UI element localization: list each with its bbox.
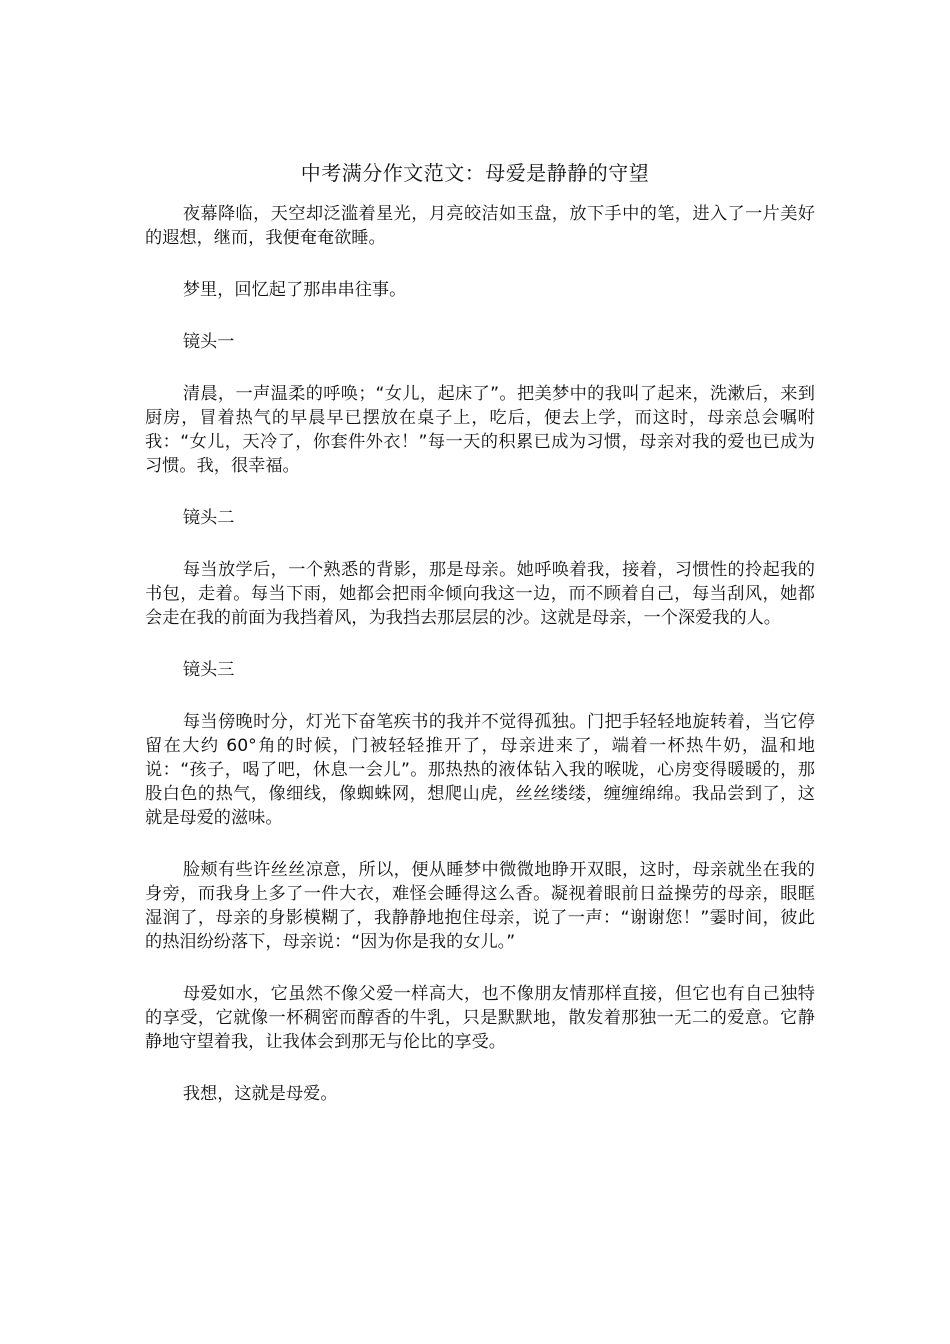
paragraph-awakening: 脸颊有些许丝丝凉意，所以，便从睡梦中微微地睁开双眼，这时，母亲就坐在我的身旁，而我身上多了一件大衣，难怪会睡得这么香。凝视着眼前日益操劳的母亲，眼眶湿润了，母亲的身影模糊了，我静静地抱住母亲，说了一声：“谢谢您！”霎时间，彼此的热泪纷纷落下，母亲说：“因为你是我的女儿。” — [145, 860, 815, 952]
section-heading-scene-2: 镜头二 — [182, 508, 235, 528]
paragraph-conclusion: 我想，这就是母爱。 — [182, 1084, 338, 1104]
paragraph-intro: 夜幕降临，天空却泛滥着星光，月亮皎洁如玉盘，放下手中的笔，进入了一片美好的遐想，继而，我便奄奄欲睡。 — [145, 204, 815, 248]
document-body — [145, 202, 815, 1134]
paragraph-reflection: 母爱如水，它虽然不像父爱一样高大，也不像朋友情那样直接，但它也有自己独特的享受，它就像一杯稠密而醇香的牛乳，只是默默地，散发着那独一无二的爱意。它静静地守望着我，让我体会到那无与伦比的享受。 — [145, 984, 815, 1052]
paragraph-scene-2: 每当放学后，一个熟悉的背影，那是母亲。她呼唤着我，接着，习惯性的拎起我的书包，走着。每当下雨，她都会把雨伞倾向我这一边，而不顾着自己，每当刮风，她都会走在我的前面为我挡着风，为我挡去那层层的沙。这就是母亲，一个深爱我的人。 — [145, 560, 815, 628]
paragraph-scene-3: 每当傍晚时分，灯光下奋笔疾书的我并不觉得孤独。门把手轻轻地旋转着，当它停留在大约 60°角的时候，门被轻轻推开了，母亲进来了，端着一杯热牛奶，温和地说：“孩子，喝了吧，休息一会儿”。那热热的液体钻入我的喉咙，心房变得暖暖的，那股白色的热气，像细线，像蜘蛛网，想爬山虎，丝丝缕缕，缠缠绵绵。我品尝到了，这就是母爱的滋味。 — [145, 712, 815, 828]
document-title: 中考满分作文范文：母爱是静静的守望 — [300, 161, 650, 185]
paragraph-scene-1: 清晨，一声温柔的呼唤；“女儿，起床了”。把美梦中的我叫了起来，洗漱后，来到厨房，冒着热气的早晨早已摆放在桌子上，吃后，便去上学，而这时，母亲总会嘱咐我：“女儿，天冷了，你套件外衣！”每一天的积累已成为习惯，母亲对我的爱也已成为习惯。我，很幸福。 — [145, 384, 815, 476]
section-heading-scene-1: 镜头一 — [182, 332, 235, 352]
section-heading-scene-3: 镜头三 — [182, 660, 235, 680]
paragraph-dream: 梦里，回忆起了那串串往事。 — [182, 280, 407, 300]
